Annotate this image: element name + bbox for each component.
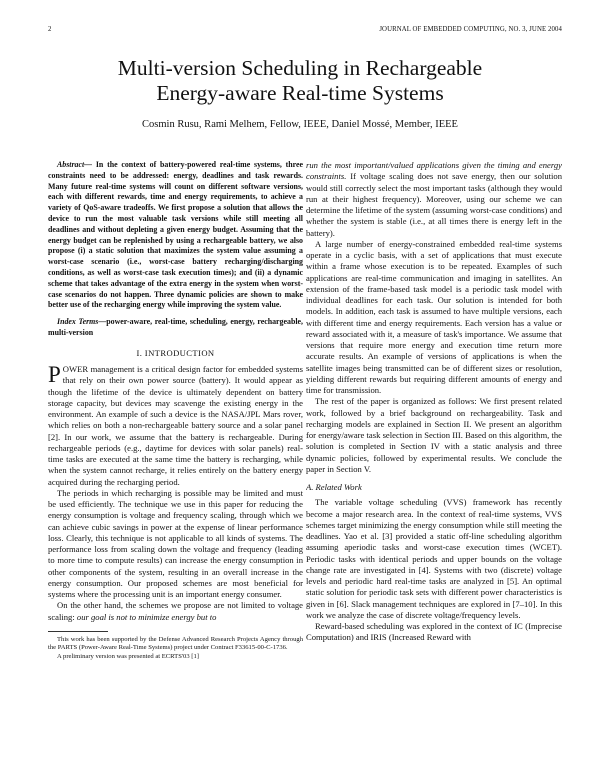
title-line-1: Multi-version Scheduling in Rechargeable: [117, 56, 483, 80]
paper-title: [40, 56, 560, 106]
index-terms: [48, 317, 303, 339]
intro-paragraph-3-start-text: On the other hand, the schemes we propose are not limited to voltage scaling:: [48, 600, 303, 622]
paper-authors: Cosmin Rusu, Rami Melhem, Fellow, IEEE, Daniel Mossé, Member, IEEE: [142, 119, 458, 130]
intro-paragraph-1-text: OWER management is a critical design factor for embedded systems that rely on their own power source (battery). It would appear as though the lifetime of the device is ultimately dependent on battery storage capacity, but devices may scavenge the existing energy in the environment. An example of such a device is the NASA/JPL Mars rover, which relies on both a non-rechargeable battery source and a solar panel [2]. In our work, we assume that the battery is rechargeable. During rechargeable periods (e.g., daytime for devices with solar panels) real-time tasks are executed at the same time the battery is recharging, while when the system cannot recharge, it relies entirely on the battery energy acquired during the recharging period.: [48, 364, 303, 487]
subsection-heading-related-work: A. Related Work: [306, 482, 362, 492]
footnote-funding: This work has been supported by the Defense Advanced Research Projects Agency through the PARTS (Power-Aware Real-Time Systems) project under Contract F33615-00-C-1736.: [48, 635, 303, 652]
abstract-lead: Abstract—: [57, 160, 93, 169]
intro-paragraph-5: The rest of the paper is organized as follows: We first present related work, followed by a brief background on rechargeability. Task and recharging models are explained in Section II. We present an algorithm for energy/aware task selection in Section III. Based on this algorithm, the solution is completed in Section IV with a static analysis and three dynamic policies, followed by experimental results. We conclude the paper in Section V.: [306, 396, 562, 474]
index-terms-text: —power-aware, real-time, scheduling, energy, rechargeable, multi-version: [48, 317, 303, 337]
intro-paragraph-4: A large number of energy-constrained embedded real-time systems operate in a cyclic basis, with a set of applications that must execute within a frame whose execution is to be repeated. Examples of such applications are real-time communication and imaging in satellites. An extension of the frame-based task model is a periodic task model with individual deadlines for each task. Our solution is intended for both models. In addition, each task is assumed to have multiple versions, each with different time and energy requirements. Each version has a value or reward associated with it, a measure of task's importance. We assume that versions that require more energy and execution time return more accurate results. An example of versions of applications is when the satellite images being transmitted can be of different sizes or resolution, yielding different rewards but requiring different amounts of energy and time for transmission.: [306, 238, 562, 395]
page-number: 2: [48, 26, 52, 33]
left-column: [48, 160, 303, 760]
journal-name: JOURNAL OF EMBEDDED COMPUTING, NO. 3, JUNE 2004: [379, 26, 562, 33]
related-paragraph-2: Reward-based scheduling was explored in the context of IC (Imprecise Computation) and IRIS (Increased Reward with: [306, 621, 562, 643]
abstract-text: In the context of battery-powered real-time systems, three constraints need to be addressed: energy, deadlines and task rewards. Many future real-time systems will count on different software versions, each with different rewards, time and energy requirements, to achieve a variety of QoS-aware tradeoffs. We first propose a solution that allows the device to run the most valuable task versions while still meeting all deadlines and without depleting a given energy budget. Assuming that the energy budget can be replenished by using a rechargeable battery, we also propose (i) a static solution that maximizes the system value assuming a worst-case scenario (i.e., worst-case battery recharging/discharging conditions, as well as worst-case task execution times); and (ii) a dynamic scheme that takes advantage of the extra energy in the system when worst-case scenarios do not happen. Three dynamic policies are shown to make better use of the recharging energy while improving the system value.: [48, 160, 303, 310]
intro-paragraph-3-italic: our goal is not to minimize energy but to: [76, 611, 217, 622]
index-terms-lead: Index Terms: [57, 317, 99, 327]
drop-cap: P: [48, 362, 61, 387]
intro-paragraph-1: [48, 364, 303, 488]
intro-paragraph-3-italic-continued: run the most important/valued applications given the timing and energy constraints.: [306, 160, 562, 182]
related-paragraph-1: The variable voltage scheduling (VVS) framework has recently become a major research area. In the context of real-time systems, VVS schemes target minimizing the energy consumption while still meeting the deadlines. Yao et al. [3] provided a static off-line scheduling algorithm assuming aperiodic tasks and worst-case execution times (WCET). Periodic tasks with identical periods and upper bounds on the voltage change rate are investigated in [4]. Systems with two (discrete) voltage levels and periodic hard real-time tasks are analyzed in [5]. An optimal static solution for periodic task sets with different power characteristics is given in [6]. Slack management techniques are explored in [7–10]. In this work we analyze the case of discrete voltage/frequency levels.: [306, 497, 562, 620]
intro-paragraph-3-continued: [306, 160, 562, 239]
intro-paragraph-2: The periods in which recharging is possible may be limited and must be used efficiently. The technique we use in this paper for reducing the energy consumption is voltage and frequency scaling, through which we can achieve cubic savings in power at the expense of linear performance loss. Clearly, this technique is not applicable to all kinds of systems. The performance loss from scaling down the voltage and frequency (leading to more time to compute results) can increase the energy consumption in other components of the system, resulting in an overall increase in the energy consumption. Our proposed schemes are most beneficial for systems where the processing unit is an important energy consumer.: [48, 487, 303, 599]
running-header: [48, 26, 562, 33]
intro-paragraph-3-start: [48, 600, 303, 623]
intro-paragraph-3-rest: If voltage scaling does not save energy, then our solution would still correctly select the most important tasks (although they would run at their highest frequency). Moreover, using our scheme we can determine the lifetime of the system (assuming worst-case conditions) and whether the system is stable (i.e., at all times there is energy left in the battery).: [306, 171, 562, 238]
footnote-divider: [48, 631, 108, 632]
title-line-2: Energy-aware Real-time Systems: [156, 81, 444, 105]
abstract: [48, 160, 303, 311]
right-column: [306, 160, 562, 765]
footnote-preliminary: A preliminary version was presented at ECRTS'03 [1]: [57, 652, 199, 660]
section-heading-introduction: I. INTRODUCTION: [136, 347, 215, 358]
